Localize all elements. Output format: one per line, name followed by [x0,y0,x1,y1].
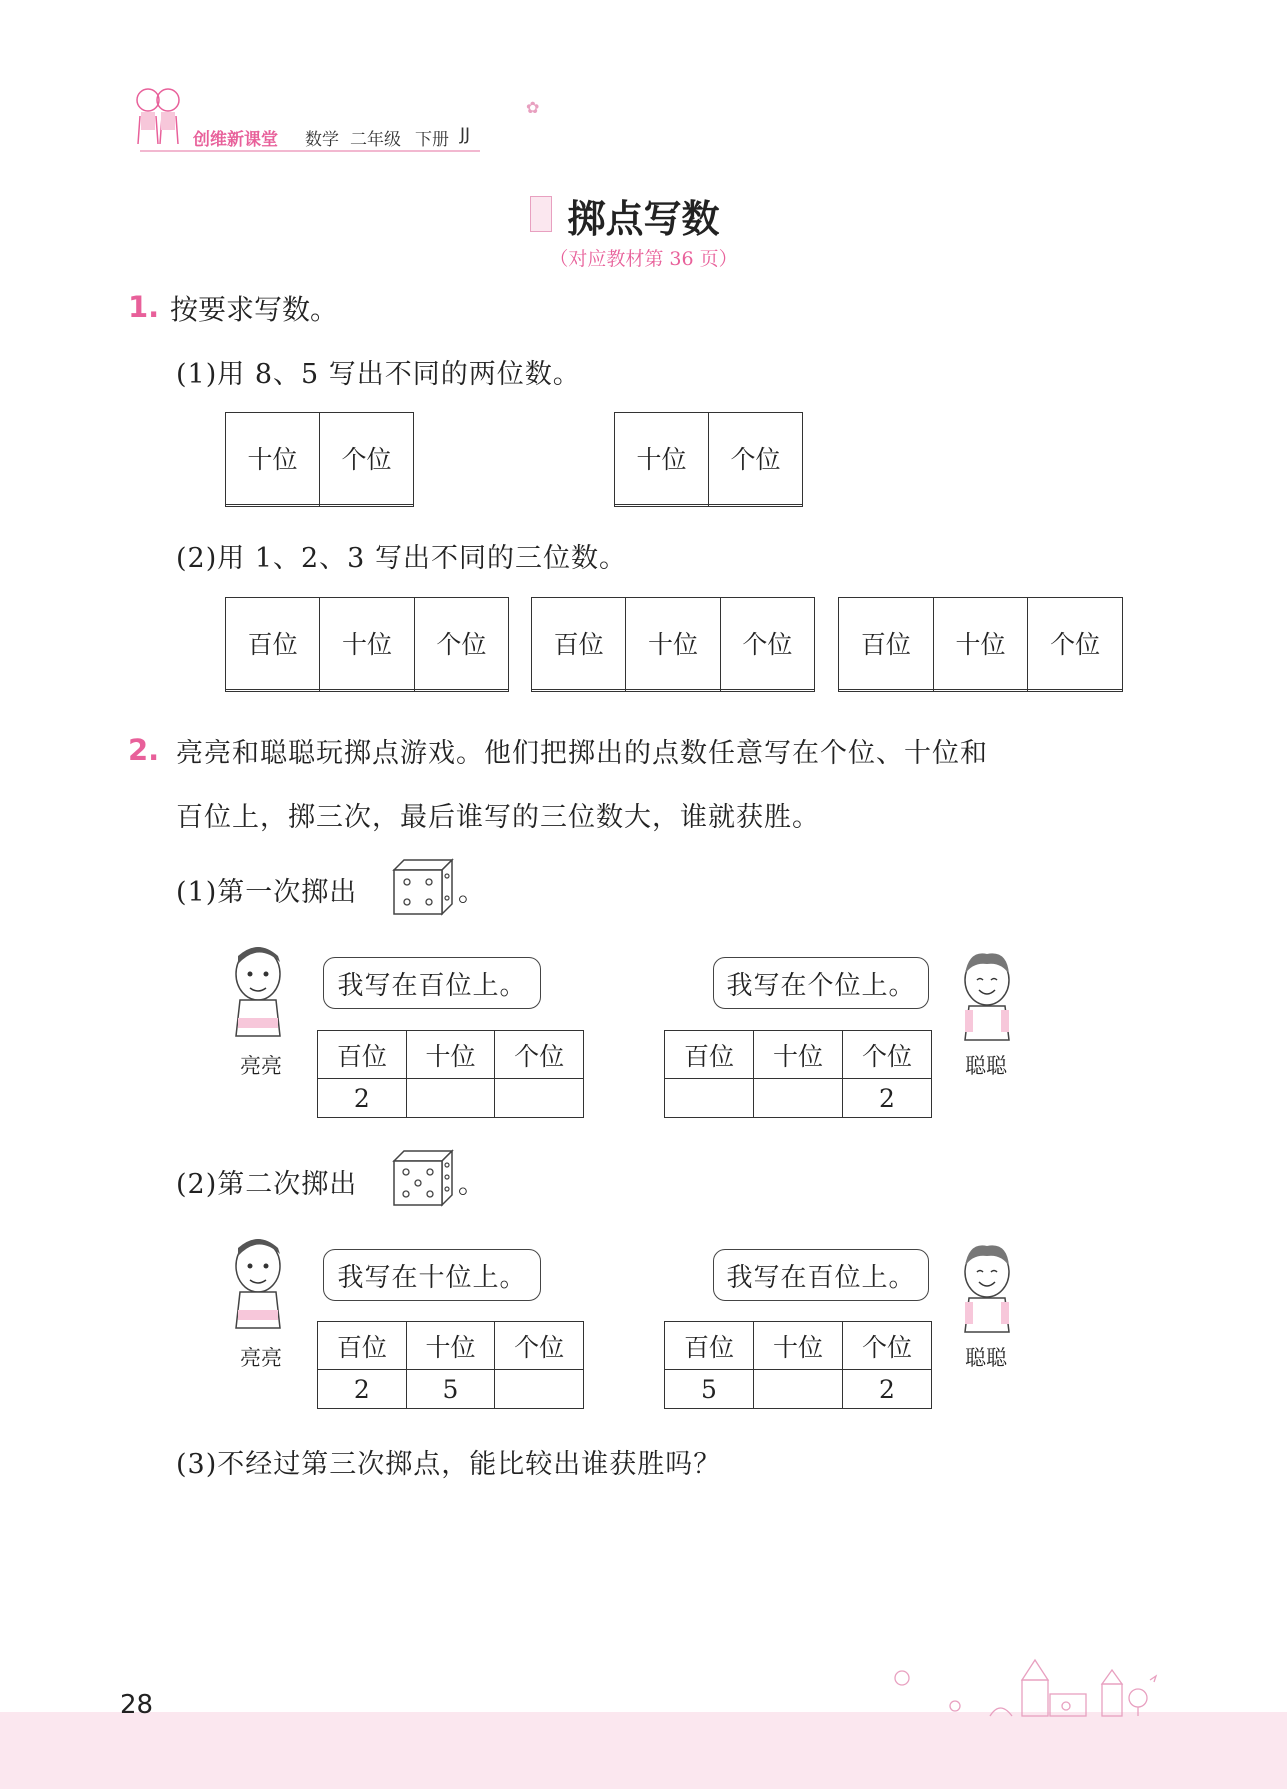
value-cell [754,1370,843,1409]
header-cell: 个位 [843,1031,932,1079]
q2-part2-text: (2)第二次掷出 [176,1169,358,1200]
q2-part3-text: (3)不经过第三次掷点，能比较出谁获胜吗？ [176,1449,722,1480]
answer-cell[interactable] [709,504,803,506]
header-cell: 个位 [1028,598,1123,690]
q1-text: 按要求写数。 [170,293,339,326]
header-cell: 十位 [754,1322,843,1370]
q1-two-digit-table-1 [225,412,414,507]
header-cell: 个位 [709,413,803,505]
value-cell: 5 [665,1370,754,1409]
header-illustration [128,82,188,156]
answer-cell[interactable] [839,689,934,691]
q1-three-digit-table-1 [225,597,509,692]
header-cell: 十位 [406,1322,495,1370]
brand-name: 创维新课堂 [193,130,278,150]
header-edition: JJ [460,125,471,145]
header-cell: 十位 [933,598,1028,690]
header-cell: 百位 [839,598,934,690]
liangliang-avatar [228,1236,292,1336]
q2-text-line1: 亮亮和聪聪玩掷点游戏。他们把掷出的点数任意写在个位、十位和 [176,738,988,769]
header-cell: 百位 [318,1031,407,1079]
header-cell: 百位 [665,1031,754,1079]
header-cell: 个位 [495,1322,584,1370]
header-cell: 十位 [226,413,320,505]
answer-cell[interactable] [226,689,320,691]
header-cell: 十位 [754,1031,843,1079]
liangliang-table-1 [317,1030,584,1118]
congcong-table-2 [664,1321,932,1409]
congcong-table-1 [664,1030,932,1118]
header-volume: 下册 [415,130,449,150]
header-cell: 十位 [626,598,720,690]
value-cell: 5 [406,1370,495,1409]
header-cell: 个位 [495,1031,584,1079]
liangliang-name: 亮亮 [240,1054,282,1078]
header-grade: 二年级 [350,130,401,150]
q1-three-digit-table-3 [838,597,1123,692]
q2-part2-suffix: 。 [458,1169,486,1200]
q1-three-digit-table-2 [531,597,815,692]
q1-part2-text: (2)用 1、2、3 写出不同的三位数。 [176,543,627,574]
header-cell: 百位 [318,1322,407,1370]
header-cell: 个位 [843,1322,932,1370]
value-cell: 2 [843,1079,932,1118]
congcong-avatar [955,1240,1019,1340]
liangliang-speech-bubble-2: 我写在十位上。 [323,1249,541,1301]
answer-cell[interactable] [720,689,814,691]
answer-cell[interactable] [414,689,508,691]
page-subtitle: （对应教材第 36 页） [549,248,738,270]
liangliang-table-2 [317,1321,584,1409]
header-cell: 百位 [665,1322,754,1370]
q2-text-line2: 百位上，掷三次，最后谁写的三位数大，谁就获胜。 [176,802,820,833]
header-divider [140,150,480,152]
congcong-name: 聪聪 [965,1054,1007,1078]
dice-four-icon [390,856,456,922]
congcong-speech-bubble-2: 我写在百位上。 [713,1249,929,1301]
value-cell: 2 [843,1370,932,1409]
header-cell: 个位 [720,598,814,690]
answer-cell[interactable] [320,504,414,506]
header-subject: 数学 [305,130,339,150]
answer-cell[interactable] [1028,689,1123,691]
q1-two-digit-table-2 [614,412,803,507]
value-cell [495,1370,584,1409]
header-cell: 百位 [226,598,320,690]
answer-cell[interactable] [226,504,320,506]
q2-part1-text: (1)第一次掷出 [176,877,358,908]
page-title: 掷点写数 [567,197,720,241]
header-cell: 百位 [532,598,626,690]
dice-five-icon [390,1147,456,1213]
flower-decoration-icon: ✿ [526,98,540,117]
value-cell [754,1079,843,1118]
header-cell: 十位 [320,598,414,690]
q2-part1-suffix: 。 [458,877,486,908]
value-cell [665,1079,754,1118]
answer-cell[interactable] [933,689,1028,691]
q1-number: 1. [128,290,160,324]
q2-number: 2. [128,733,160,767]
header-cell: 十位 [615,413,709,505]
header-cell: 十位 [406,1031,495,1079]
header-cell: 个位 [414,598,508,690]
liangliang-avatar [228,944,292,1044]
page-number: 28 [120,1690,154,1720]
congcong-speech-bubble-1: 我写在个位上。 [713,957,929,1009]
congcong-avatar [955,948,1019,1048]
liangliang-name: 亮亮 [240,1346,282,1370]
answer-cell[interactable] [626,689,720,691]
header-cell: 个位 [320,413,414,505]
value-cell: 2 [318,1370,407,1409]
answer-cell[interactable] [320,689,414,691]
answer-cell[interactable] [615,504,709,506]
liangliang-speech-bubble-1: 我写在百位上。 [323,957,541,1009]
q1-part1-text: (1)用 8、5 写出不同的两位数。 [176,359,581,390]
value-cell [495,1079,584,1118]
value-cell [406,1079,495,1118]
value-cell: 2 [318,1079,407,1118]
answer-cell[interactable] [532,689,626,691]
congcong-name: 聪聪 [965,1346,1007,1370]
castle-decoration-icon [880,1650,1170,1724]
